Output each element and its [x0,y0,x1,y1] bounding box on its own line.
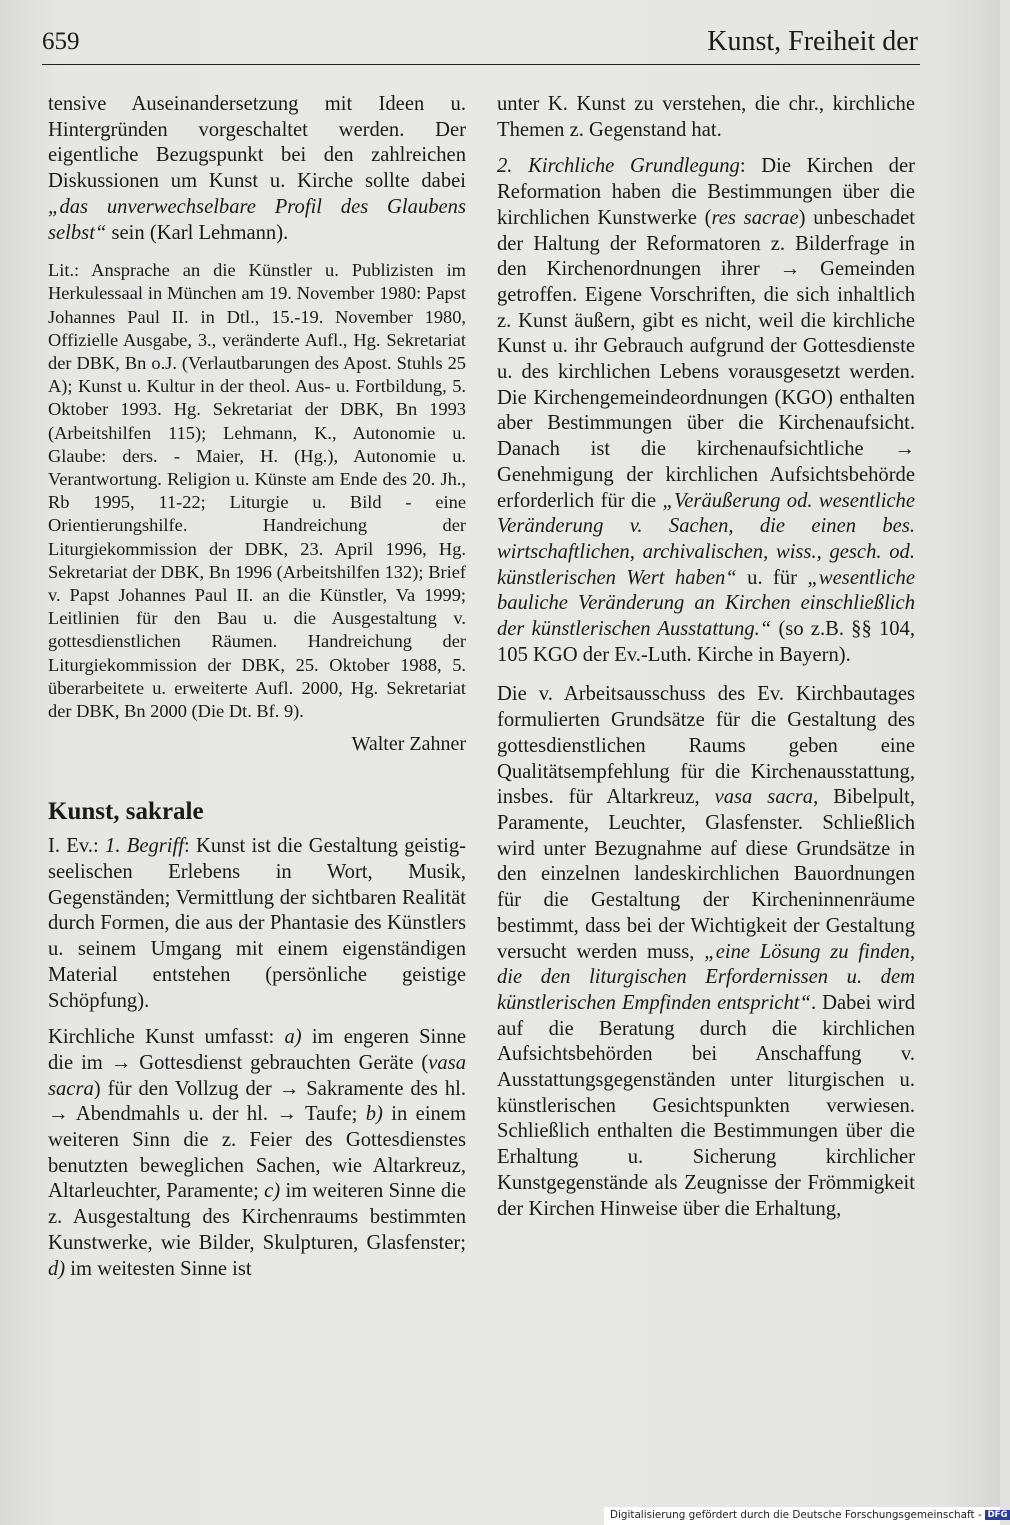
text-run: ) für den Vollzug der → Sakramente des hl. → Abendmahls u. der hl. → Taufe; [48,1077,466,1126]
page-number: 659 [42,28,80,55]
running-title: Kunst, Freiheit der [707,26,918,57]
paragraph-begriff [48,834,466,1014]
section-label: 2. Kirchliche Grundlegung [497,155,740,178]
text-run: Kirchliche Kunst umfasst: [48,1026,285,1049]
text-run: sein (Karl Lehmann). [106,221,289,244]
digitization-footer [604,1507,1008,1525]
header-rule [42,64,920,65]
text-run: . Dabei wird auf die Beratung durch die kirchlichen Aufsichtsbehörden bei Anschaffung v. Ausstattungsgegenständen unter liturgischen u. künstlerischen Gesichtspunkten verwiesen. Schließlich enthalten die Bestimmungen über die Erhaltung u. Sicherung kirchlicher Kunstgegenstände als Zeugnisse der Frömmigkeit der Kirchen Hinweise über die Erhaltung, [497,991,915,1220]
text-run: im weiteren Sinne die z. Ausgestaltung des Kirchenraums bestimmten Kunstwerke, wie Bilder, Skulpturen, Glasfenster; [48,1180,466,1254]
text-run: tensive Auseinandersetzung mit Ideen u. Hintergründen vorgeschaltet werden. Der eigentliche Bezugspunkt bei den zahlreichen Diskussionen um Kunst u. Kirche sollte dabei [48,93,466,193]
enum-d: d) [48,1257,66,1280]
quote: „eine Lösung zu finden, die den liturgischen Erfordernissen u. dem künstlerischen Empfinden entspricht“ [497,940,915,1014]
author-name: Walter Zahner [351,733,466,756]
dfg-logo: DFG [985,1510,1010,1520]
term-res-sacrae: res sacrae [711,206,799,229]
text-run: : Die Kirchen der Reformation haben die Bestimmungen über die kirchlichen Kunstwerke ( [497,155,915,229]
literature-list: Lit.: Ansprache an die Künstler u. Publizisten im Herkulessaal in München am 19. November 1980: Papst Johannes Paul II. in Dtl., 15.-19. November 1980, Offizielle Ausgabe, 3., veränderte Aufl., Hg. Sekretariat der DBK, Bn o.J. (Verlautbarungen des Apost. Stuhls 25 A); Kunst u. Kultur in der theol. Aus- u. Fortbildung, 5. Oktober 1993. Hg. Sekretariat der DBK, Bn 1993 (Arbeitshilfen 115); Lehmann, K., Autonomie u. Glaube: ders. - Maier, H. (Hg.), Autonomie u. Verantwortung. Religion u. Künste am Ende des 20. Jh., Rb 1995, 11-22; Liturgie u. Bild - eine Orientierungshilfe. Handreichung der Liturgiekommission der DBK, 23. April 1996, Hg. Sekretariat der DBK, Bn 1996 (Arbeitshilfen 132); Brief v. Papst Johannes Paul II. an die Künstler, Va 1999; Leitlinien für den Bau u. die Ausgestaltung v. gottesdienstlichen Räumen. Handreichung der Liturgiekommission der DBK, 25. Oktober 1988, 5. überarbeitete u. erweiterte Aufl. 2000, Hg. Sekretariat der DBK, Bn 2000 (Die Dt. Bf. 9). [48,260,466,722]
paragraph-grundlegung [497,154,915,668]
text-run: in einem weiteren Sinn die z. Feier des Gottesdienstes benutzten beweglichen Sachen, wie Altarkreuz, Altarleuchter, Paramente; [48,1103,466,1203]
footer-text: Digitalisierung gefördert durch die Deutsche Forschungsgemeinschaft - [610,1509,982,1521]
section-label: 1. Begriff [105,835,184,858]
right-column [497,92,915,1222]
text-run: : Kunst ist die Gestaltung geistig-seelischen Erlebens in Wort, Musik, Gegenständen; Vermittlung der sichtbaren Realität durch Formen, die aus der Phantasie des Künstlers u. seinem Umgang mit einem eigenständigen Material entstehen (persönliche geistige Schöpfung). [48,835,466,1012]
text-run: u. für [736,566,808,589]
text-run: Die v. Arbeitsausschuss des Ev. Kirchbautages formulierten Grundsätze für die Gestaltung des gottesdienstlichen Raums geben eine Qualitätsempfehlung für die Kirchenausstattung, insbes. für Altarkreuz, [497,683,915,809]
text-run: (so z.B. §§ 104, 105 KGO der Ev.-Luth. Kirche in Bayern). [497,618,915,666]
running-head [42,26,918,64]
quote: „wesentliche bauliche Veränderung an Kirchen einschließlich der künstlerischen Ausstattung.“ [497,566,915,641]
enum-c: c) [264,1180,281,1203]
text-run: im weitesten Sinne ist [65,1257,252,1280]
enum-b: b) [365,1103,383,1126]
enum-a: a) [284,1026,302,1049]
text-run: I. Ev.: [48,835,106,858]
left-column [48,92,466,1282]
text-run: im engeren Sinne die im → Gottesdienst gebrauchten Geräte ( [48,1026,467,1074]
text-run: ) unbeschadet der Haltung der Reformatoren z. Bilderfrage in den Kirchenordnungen ihrer → Gemeinden getroffen. Eigene Vorschriften, die sich inhaltlich z. Kunst äußern, gibt es nicht, weil die kirchliche Kunst u. ihr Gebrauch aufgrund der Gottesdienste u. des kirchlichen Lebens vorausgesetzt werden. Die Kirchengemeindeordnungen (KGO) enthalten aber Bestimmungen über die Kirchenaufsicht. Danach ist die kirchenaufsichtliche → Genehmigung der kirchlichen Aufsichtsbehörde erforderlich für die [497,206,915,512]
quote: „Veräußerung od. wesentliche Veränderung v. Sachen, die einen bes. wirtschaftlichen, archivalischen, wiss., gesch. od. künstlerischen Wert haben“ [497,489,915,589]
paragraph-grundsaetze [497,682,915,1222]
paragraph-closing [48,92,466,246]
paragraph-kirchliche-kunst [48,1025,466,1282]
term-vasa-sacra: vasa sacra [48,1051,466,1100]
quote: „das unverwechselbare Profil des Glaubens selbst“ [48,195,466,244]
paragraph-continuation: unter K. Kunst zu verstehen, die chr., kirchliche Themen z. Gegenstand hat. [497,93,915,141]
term-vasa-sacra: vasa sacra [714,786,814,809]
entry-heading: Kunst, sakrale [48,798,204,826]
text-run: , Bibelpult, Paramente, Leuchter, Glasfenster. Schließlich wird unter Bezugnahme auf diese Grundsätze in den einzelnen landeskirchlichen Bauordnungen für die Gestaltung der Kircheninnenräume bestimmt, dass bei der Wichtigkeit der Gestaltung versucht werden muss, [497,786,915,963]
